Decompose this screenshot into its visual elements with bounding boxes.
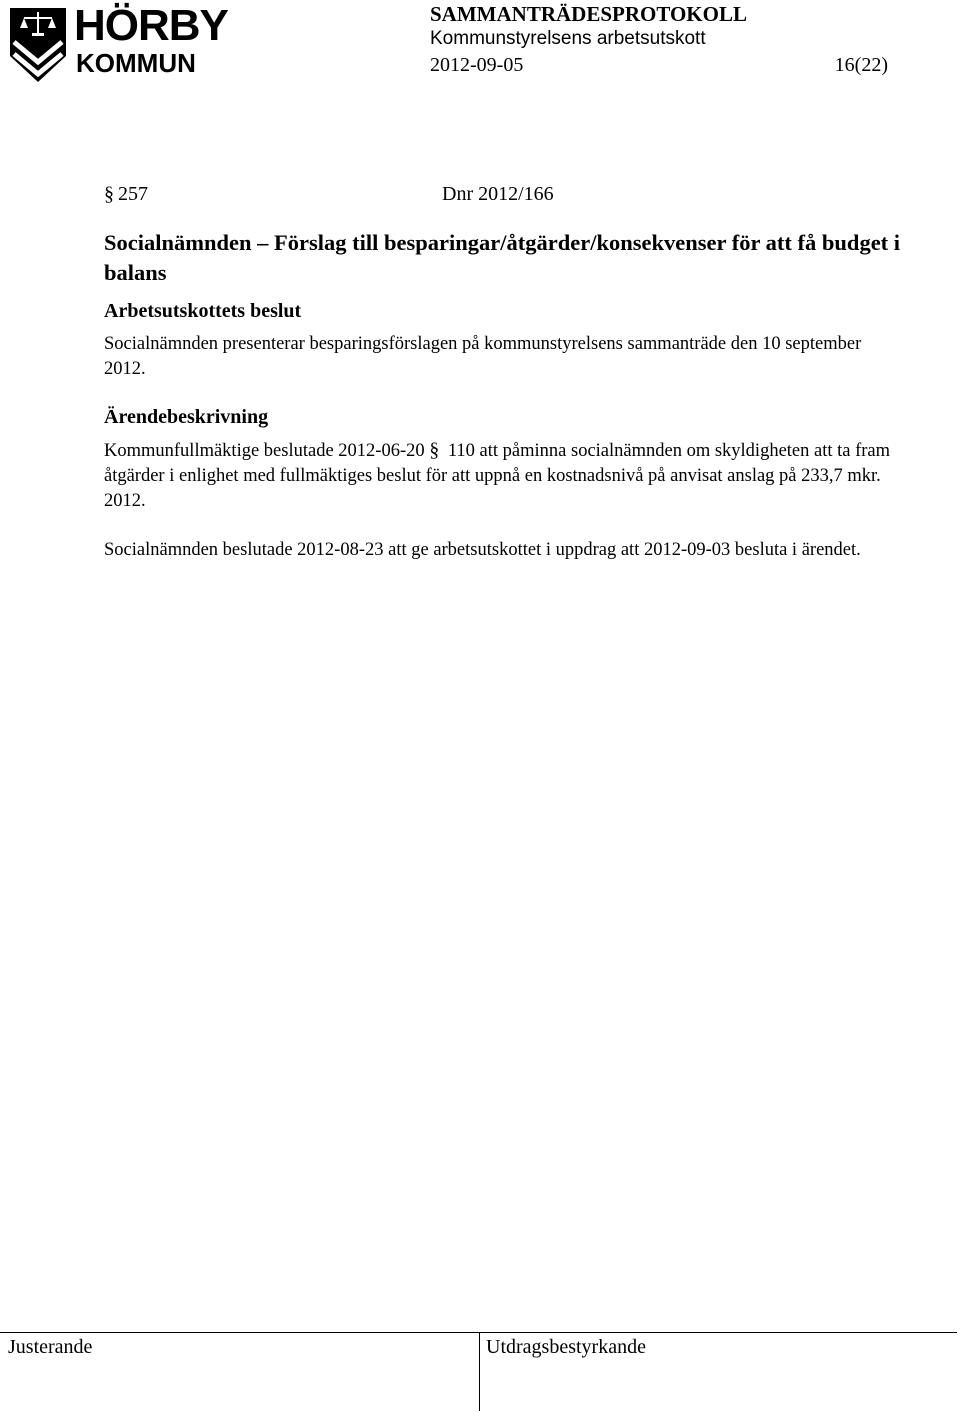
paragraph-sign-inline: § [429, 439, 440, 461]
decision-text: Socialnämnden presenterar besparingsförslagen på kommunstyrelsens sammanträde den 10 september 2012. [104, 334, 862, 379]
diary-number: Dnr 2012/166 [442, 183, 554, 205]
footer-utdragsbestyrkande: Utdragsbestyrkande [486, 1336, 646, 1358]
document-body [104, 183, 904, 563]
logo-name: HÖRBY [74, 1, 228, 50]
document-type: SAMMANTRÄDESPROTOKOLL [430, 2, 747, 26]
footer-divider [479, 1333, 480, 1411]
page-number: 16(22) [834, 54, 888, 76]
item-number-line [104, 183, 904, 206]
decision-heading: Arbetsutskottets beslut [104, 300, 302, 322]
description-p1-part2: 110 att påminna socialnämnden om skyldigheten att ta fram åtgärder i enlighet med fullmäktiges beslut för att uppnå en kostnadsnivå på anvisat anslag på 233,7 mkr. 2012. [104, 441, 891, 511]
item-number-wrapper [104, 183, 442, 206]
meeting-date: 2012-09-05 [430, 54, 524, 76]
paragraph-sign: § [104, 183, 114, 205]
description-paragraph-1 [104, 438, 904, 514]
municipality-logo [8, 1, 228, 84]
item-number: 257 [118, 183, 148, 205]
logo-sub: KOMMUN [76, 48, 196, 78]
footer-justerande: Justerande [8, 1336, 93, 1358]
description-p1-part1: Kommunfullmäktige beslutade 2012-06-20 [104, 441, 430, 461]
item-title: Socialnämnden – Förslag till besparingar/åtgärder/konsekvenser för att få budget i balans [104, 230, 901, 285]
coat-of-arms-icon [8, 6, 68, 84]
description-heading: Ärendebeskrivning [104, 406, 269, 428]
committee-name: Kommunstyrelsens arbetsutskott [430, 28, 706, 49]
signature-footer [0, 1332, 957, 1411]
description-paragraph-2: Socialnämnden beslutade 2012-08-23 att ge arbetsutskottet i uppdrag att 2012-09-03 besluta i ärendet. [104, 540, 861, 560]
